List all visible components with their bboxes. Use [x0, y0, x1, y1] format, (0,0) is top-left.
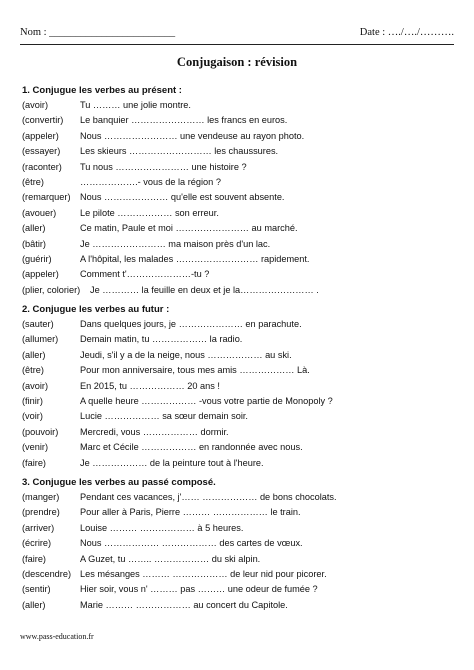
infinitive-verb: (appeler)	[22, 269, 59, 280]
exercise-sentence: Marc et Cécile ……………… en randonnée avec nous.	[80, 442, 303, 453]
exercise-sentence: Pendant ces vacances, j'…… ……………… de bons chocolats.	[80, 492, 337, 502]
exercise-sentence: Hier soir, vous n' ……… pas ……… une odeur de fumée ?	[80, 584, 318, 595]
infinitive-verb: (voir)	[22, 411, 43, 422]
section-heading: 3. Conjugue les verbes au passé composé.	[22, 477, 216, 488]
exercise-sentence: Les mésanges ……… ……………… de leur nid pour picorer.	[80, 569, 327, 579]
exercise-sentence: Tu ……… une jolie montre.	[80, 100, 191, 110]
exercise-sentence: Nous …………………… une vendeuse au rayon photo.	[80, 130, 305, 141]
infinitive-verb: (appeler)	[22, 130, 59, 141]
exercise-sentence: Marie ……… ……………… au concert du Capitole.	[80, 599, 288, 610]
exercise-sentence: Nous ……………… ……………… des cartes de vœux.	[80, 538, 303, 549]
infinitive-verb: (sentir)	[22, 584, 51, 595]
infinitive-verb: (être)	[22, 177, 44, 187]
exercise-sentence: A l'hôpital, les malades ……………………… rapidement.	[80, 254, 310, 264]
exercise-sentence: Tu nous …………………… une histoire ?	[80, 161, 247, 172]
footer-url: www.pass-education.fr	[20, 632, 94, 641]
infinitive-verb: (avoir)	[22, 380, 49, 391]
exercise-sentence: En 2015, tu ……………… 20 ans !	[80, 380, 220, 391]
infinitive-verb: (avouer)	[22, 207, 57, 218]
infinitive-verb: (sauter)	[22, 319, 54, 329]
exercise-sentence: A Guzet, tu …….. ……………… du ski alpin.	[80, 553, 261, 564]
infinitive-verb: (avoir)	[22, 100, 49, 110]
exercise-sentence: Louise ……… ……………… à 5 heures.	[80, 522, 244, 533]
infinitive-verb: (bâtir)	[22, 238, 46, 249]
infinitive-verb: (allumer)	[22, 334, 59, 345]
infinitive-verb: (faire)	[22, 457, 46, 468]
exercise-sentence: Je ………… la feuille en deux et je la…………………… .	[90, 284, 319, 295]
infinitive-verb: (faire)	[22, 553, 46, 564]
exercise-sentence: Je …………………… ma maison près d'un lac.	[80, 238, 271, 249]
exercise-sentence: Demain matin, tu ……………… la radio.	[80, 334, 243, 345]
exercise-sentence: Pour aller à Paris, Pierre ……… ……………… le train.	[80, 507, 301, 518]
exercise-sentence: Je ……………… de la peinture tout à l'heure.	[80, 457, 264, 468]
infinitive-verb: (descendre)	[22, 569, 72, 579]
exercise-sentence: Nous ………………… qu'elle est souvent absente.	[80, 192, 285, 203]
infinitive-verb: (venir)	[22, 442, 49, 453]
section-heading: 2. Conjugue les verbes au futur :	[22, 304, 170, 315]
infinitive-verb: (écrire)	[22, 538, 52, 549]
section-heading: 1. Conjugue les verbes au présent :	[22, 85, 182, 96]
exercise-sentence: Jeudi, s'il y a de la neige, nous ……………… au ski.	[80, 349, 292, 360]
exercise-sentence: Le banquier …………………… les francs en euros.	[80, 115, 288, 126]
infinitive-verb: (aller)	[22, 599, 46, 610]
exercise-sentence: Pour mon anniversaire, tous mes amis ……………… Là.	[80, 365, 310, 376]
date-field-label: Date : …./…./……….	[359, 27, 454, 38]
exercise-sentence: Les skieurs ……………………… les chaussures.	[80, 146, 279, 157]
name-field-label: Nom : ________________________	[20, 27, 176, 38]
exercise-sentence: Dans quelques jours, je ………………… en parachute.	[80, 319, 302, 329]
exercise-sentence: ……………….- vous de la région ?	[80, 177, 221, 187]
infinitive-verb: (finir)	[22, 396, 43, 406]
infinitive-verb: (aller)	[22, 349, 46, 360]
worksheet-header	[20, 27, 454, 41]
infinitive-verb: (guérir)	[22, 254, 52, 264]
infinitive-verb: (aller)	[22, 223, 46, 234]
exercise-sentence: Mercredi, vous ……………… dormir.	[80, 426, 229, 437]
infinitive-verb: (convertir)	[22, 115, 64, 126]
infinitive-verb: (essayer)	[22, 146, 61, 157]
exercise-sentence: Le pilote ……………… son erreur.	[80, 207, 219, 218]
exercise-sentence: Ce matin, Paule et moi …………………… au marché.	[80, 223, 298, 234]
infinitive-verb: (manger)	[22, 492, 60, 502]
exercise-sentence: A quelle heure ……………… -vous votre partie de Monopoly ?	[80, 396, 333, 406]
infinitive-verb: (arriver)	[22, 522, 55, 533]
infinitive-verb: (raconter)	[22, 161, 62, 172]
infinitive-verb: (remarquer)	[22, 192, 71, 203]
infinitive-verb: (être)	[22, 365, 44, 376]
exercise-sentence: Lucie ……………… sa sœur demain soir.	[80, 411, 248, 422]
infinitive-verb: (prendre)	[22, 507, 60, 518]
page-title: Conjugaison : révision	[176, 55, 298, 69]
exercise-sentence: Comment t'…………………-tu ?	[80, 269, 210, 280]
infinitive-verb: (plier, colorier)	[22, 284, 81, 295]
infinitive-verb: (pouvoir)	[22, 426, 59, 437]
header-divider	[20, 44, 454, 45]
